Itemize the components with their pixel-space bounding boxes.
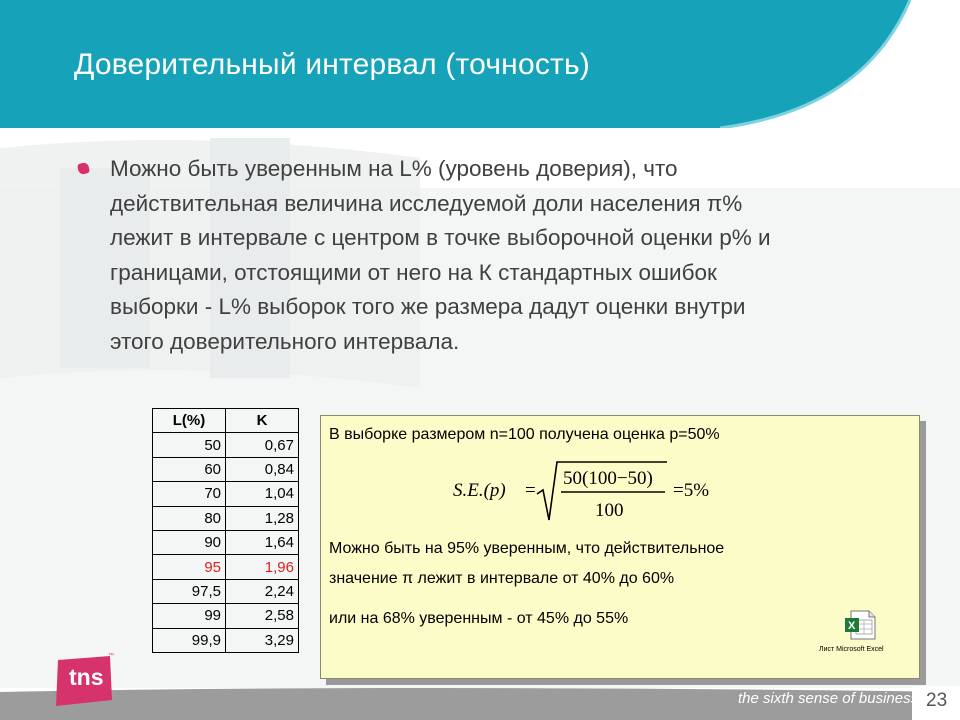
cell-l: 70 (153, 482, 226, 506)
table-row (153, 433, 299, 457)
example-sample-line: В выборке размером n=100 получена оценка p=50% (329, 426, 720, 443)
cell-k: 2,58 (226, 604, 299, 628)
page-number: 23 (926, 690, 948, 711)
bullet-line: этого доверительного интервала. (110, 328, 460, 354)
cell-l: 80 (153, 506, 226, 530)
table-header-row (153, 409, 299, 433)
cell-k: 1,96 (226, 555, 299, 579)
standard-error-formula (447, 454, 767, 528)
cell-k: 1,28 (226, 506, 299, 530)
bullet-line: действительная величина исследуемой доли населения π% (110, 190, 743, 216)
example-box (320, 415, 920, 679)
column-header-k: K (226, 409, 299, 433)
excel-file-icon[interactable] (843, 610, 877, 640)
cell-l: 99,9 (153, 628, 226, 652)
logo-text: tns (69, 664, 104, 690)
table-row (153, 604, 299, 628)
cell-k: 1,64 (226, 530, 299, 554)
logo-tm: ™ (108, 653, 114, 659)
cell-l: 99 (153, 604, 226, 628)
cell-k: 1,04 (226, 482, 299, 506)
svg-text:X: X (848, 620, 856, 632)
bullet-paragraph (110, 152, 910, 359)
bullet-line: лежит в интервале с центром в точке выборочной оценки p% и (110, 225, 771, 250)
cell-l: 95 (153, 555, 226, 579)
bullet-line: Можно быть уверенным на L% (уровень доверия), что (110, 156, 678, 181)
cell-k: 3,29 (226, 628, 299, 652)
column-header-l: L(%) (153, 409, 226, 433)
table-row-highlighted (153, 555, 299, 579)
formula-denominator: 100 (595, 500, 624, 521)
confidence-k-table (152, 408, 299, 653)
table-row (153, 628, 299, 652)
cell-l: 60 (153, 457, 226, 481)
bullet-line: выборки - L% выборок того же размера дадут оценки внутри (110, 294, 746, 319)
table-row (153, 457, 299, 481)
cell-k: 0,84 (226, 457, 299, 481)
example-conclusion-line: Можно быть на 95% уверенным, что действительное (329, 540, 725, 557)
cell-l: 90 (153, 530, 226, 554)
bullet-line: границами, отстоящими от него на К стандартных ошибок (110, 259, 717, 285)
footer-tagline: the sixth sense of business™ (738, 690, 926, 707)
cell-k: 2,24 (226, 579, 299, 603)
table-row (153, 482, 299, 506)
example-interval-line: значение π лежит в интервале от 40% до 60% (329, 570, 675, 587)
table-row (153, 579, 299, 603)
cell-l: 97,5 (153, 579, 226, 603)
table-row (153, 530, 299, 554)
formula-eq: = (525, 480, 536, 501)
formula-numerator: 50(100−50) (563, 468, 653, 489)
formula-result: =5% (673, 480, 710, 501)
table-row (153, 506, 299, 530)
cell-l: 50 (153, 433, 226, 457)
excel-caption: Лист Microsoft Excel (819, 646, 884, 653)
example-alt-interval-line: или на 68% уверенным - от 45% до 55% (329, 610, 629, 627)
formula-lhs: S.E.(p) (453, 480, 506, 501)
page-title: Доверительный интервал (точность) (74, 48, 590, 81)
cell-k: 0,67 (226, 433, 299, 457)
